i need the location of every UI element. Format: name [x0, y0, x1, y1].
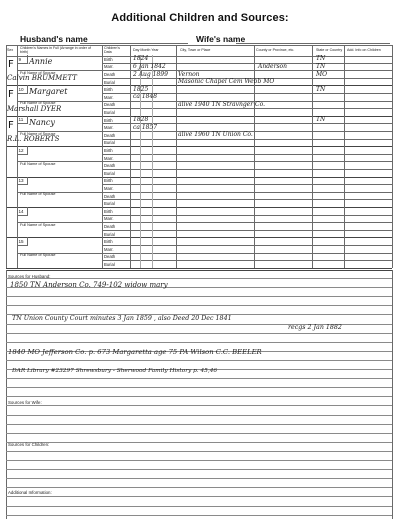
col-city-town: City, Town or Place — [180, 48, 211, 52]
event-place: Anderson — [258, 62, 288, 70]
ruled-line — [6, 442, 392, 443]
block-line — [6, 85, 392, 86]
row-label: Burial — [104, 79, 115, 85]
row-label: Burial — [104, 262, 115, 267]
ruled-line — [6, 515, 392, 516]
event-state: MO — [316, 70, 328, 78]
row-label: Marr. — [104, 186, 114, 191]
additional-info-label: Additional Information: — [8, 490, 52, 495]
event-place: alive 1960 TN Union Co. — [178, 131, 253, 139]
child-sex: F — [8, 89, 14, 101]
spouse-name: R.L. ROBERTS — [7, 135, 60, 143]
ruled-line — [6, 278, 392, 279]
grid-row-line — [102, 199, 392, 200]
block-line — [6, 268, 392, 269]
sources-children-label: Sources for Children: — [8, 442, 50, 447]
sources-right-border — [392, 270, 393, 519]
grid-border-right — [392, 45, 393, 268]
event-date: ca 1848 — [133, 93, 158, 101]
row-label: Death — [104, 102, 116, 108]
grid-row-line — [102, 108, 392, 109]
row-label: Birth — [104, 178, 113, 184]
ruled-line — [6, 342, 392, 343]
grid-column-line — [344, 45, 345, 268]
spouse-label: Full Name of Spouse — [20, 101, 56, 106]
grid-column-line — [102, 45, 103, 268]
col-state-country: State or Country — [316, 48, 343, 52]
spouse-label: Full Name of Spouse — [20, 70, 56, 75]
spouse-label: Full Name of Spouse — [20, 253, 56, 258]
col-sex: Sex — [7, 48, 14, 52]
source-entry-3: recgs 2 Jan 1882 — [288, 324, 342, 331]
row-label: Death — [104, 254, 116, 260]
grid-row-line — [102, 139, 392, 140]
ruled-line — [6, 451, 392, 452]
ruled-line — [6, 296, 392, 297]
child-number: 11 — [18, 117, 24, 123]
ruled-line — [6, 469, 392, 470]
grid-column-line — [130, 45, 131, 268]
col-child-names: Children's Names in Full (Arrange in order of birth) — [20, 46, 91, 54]
ruled-line — [6, 415, 392, 416]
source-entry-1: 1850 TN Anderson Co. 749-102 widow mary — [10, 281, 168, 289]
event-state: TN — [316, 116, 326, 124]
block-line — [6, 237, 392, 238]
row-label: Marr. — [104, 64, 114, 70]
grid-row-line — [102, 161, 392, 162]
grid-row-line — [102, 253, 392, 254]
row-label: Marr. — [104, 155, 114, 161]
block-line — [6, 207, 392, 208]
row-label: Marr. — [104, 216, 114, 222]
row-label: Burial — [104, 170, 115, 176]
block-line — [6, 146, 392, 147]
source-entry-2: TN Union County Court minutes 3 Jan 1859 , also Deed 20 Dec 1841 — [12, 315, 232, 322]
grid-row-line — [102, 154, 392, 155]
spouse-label: Full Name of Spouse — [20, 192, 56, 197]
row-label: Marr. — [104, 246, 114, 252]
ruled-line — [6, 487, 392, 488]
row-label: Death — [104, 193, 116, 199]
block-line — [6, 177, 392, 178]
row-label: Birth — [104, 208, 113, 214]
spouse-name: Calvin BRUMMETT — [7, 74, 77, 83]
spouse-label: Full Name of Spouse — [20, 222, 56, 227]
child-name: Margaret — [29, 87, 68, 97]
grid-row-line — [102, 192, 392, 193]
spouse-name: Marshall DYER — [7, 104, 62, 113]
col-add-info: Add. Info on Children — [347, 48, 381, 52]
spouse-label: Full Name of Spouse — [20, 161, 56, 166]
child-number: 15 — [18, 238, 24, 244]
grid-row-line — [102, 169, 392, 170]
ruled-line — [6, 424, 392, 425]
child-sex: F — [8, 119, 14, 131]
ruled-line — [6, 506, 392, 507]
child-name: Nancy — [29, 117, 55, 127]
row-label: Birth — [104, 117, 113, 123]
ruled-line — [6, 433, 392, 434]
grid-row-line — [102, 222, 392, 223]
row-label: Marr. — [104, 94, 114, 100]
ruled-line — [6, 496, 392, 497]
row-label: Birth — [104, 148, 113, 153]
date-subcolumn-line — [152, 55, 153, 268]
event-state: TN — [316, 85, 326, 93]
child-number: 14 — [18, 208, 24, 214]
event-state: TN — [316, 62, 326, 70]
ruled-line — [6, 305, 392, 306]
row-label: Birth — [104, 87, 113, 93]
col-county-province: County or Province, etc. — [256, 48, 295, 52]
child-sex: F — [8, 59, 14, 70]
row-label: Birth — [104, 56, 113, 62]
row-label: Burial — [104, 110, 115, 115]
ruled-line — [6, 387, 392, 388]
grid-column-line — [312, 45, 313, 268]
grid-column-line — [176, 45, 177, 268]
row-label: Marr. — [104, 125, 114, 131]
source-entry-5: DAR Library #23297 Shrewsbury - Sherwood Family History p. 45,46 — [12, 368, 218, 374]
husband-name-line — [80, 43, 188, 44]
spouse-label: Full Name of Spouse — [20, 131, 56, 136]
event-place: Vernon — [178, 70, 200, 78]
grid-row-line — [102, 215, 392, 216]
row-label: Burial — [104, 231, 115, 237]
row-label: Burial — [104, 201, 115, 207]
sources-wife-label: Sources for Wife: — [8, 400, 42, 405]
block-line — [6, 116, 392, 117]
row-label: Death — [104, 72, 116, 77]
sources-divider — [6, 270, 392, 271]
ruled-line — [6, 378, 392, 379]
grid-row-line — [102, 260, 392, 261]
row-label: Birth — [104, 239, 113, 245]
page-title: Additional Children and Sources: — [111, 12, 289, 24]
row-label: Death — [104, 132, 116, 138]
col-day-month-year: Day Month Year — [133, 48, 159, 52]
child-number: 12 — [18, 147, 24, 153]
ruled-line — [6, 460, 392, 461]
ruled-line — [6, 360, 392, 361]
ruled-line — [6, 478, 392, 479]
col-childrens-data: Children's Data — [104, 46, 120, 54]
grid-row-line — [102, 245, 392, 246]
child-number: 10 — [18, 86, 24, 92]
event-date: ca 1857 — [133, 123, 158, 131]
event-date: 1828 — [133, 116, 149, 124]
ruled-line — [6, 405, 392, 406]
source-entry-4: 1840 MO Jefferson Co. p. 673 Margaretta age 75 PA Wilson C.C. BEELER — [8, 348, 262, 356]
grid-row-line — [102, 184, 392, 185]
wife-name-label: Wife's name — [196, 34, 246, 44]
row-label: Burial — [104, 140, 115, 146]
event-date: 1824 — [133, 55, 149, 63]
child-number: 13 — [18, 178, 24, 184]
husband-name-label: Husband's name — [20, 34, 88, 44]
row-label: Death — [104, 224, 116, 229]
grid-row-line — [102, 230, 392, 231]
wife-name-line — [236, 43, 390, 44]
ruled-line — [6, 396, 392, 397]
sources-husband-label: Sources for Husband: — [8, 274, 51, 279]
child-name: Annie — [29, 57, 53, 66]
event-date: 2 Aug 1899 — [133, 70, 168, 78]
event-date: 1825 — [133, 85, 149, 93]
event-place: Masonic Chapel Cem Webb MO — [178, 78, 275, 86]
event-place: alive 1940 TN Stravnger Co. — [178, 100, 265, 108]
event-date: 6 Jan 1842 — [133, 62, 166, 70]
row-label: Death — [104, 163, 116, 169]
child-number: 9 — [18, 56, 22, 62]
sources-left-border — [6, 270, 7, 519]
event-state: TN — [316, 55, 326, 63]
ruled-line — [6, 333, 392, 334]
